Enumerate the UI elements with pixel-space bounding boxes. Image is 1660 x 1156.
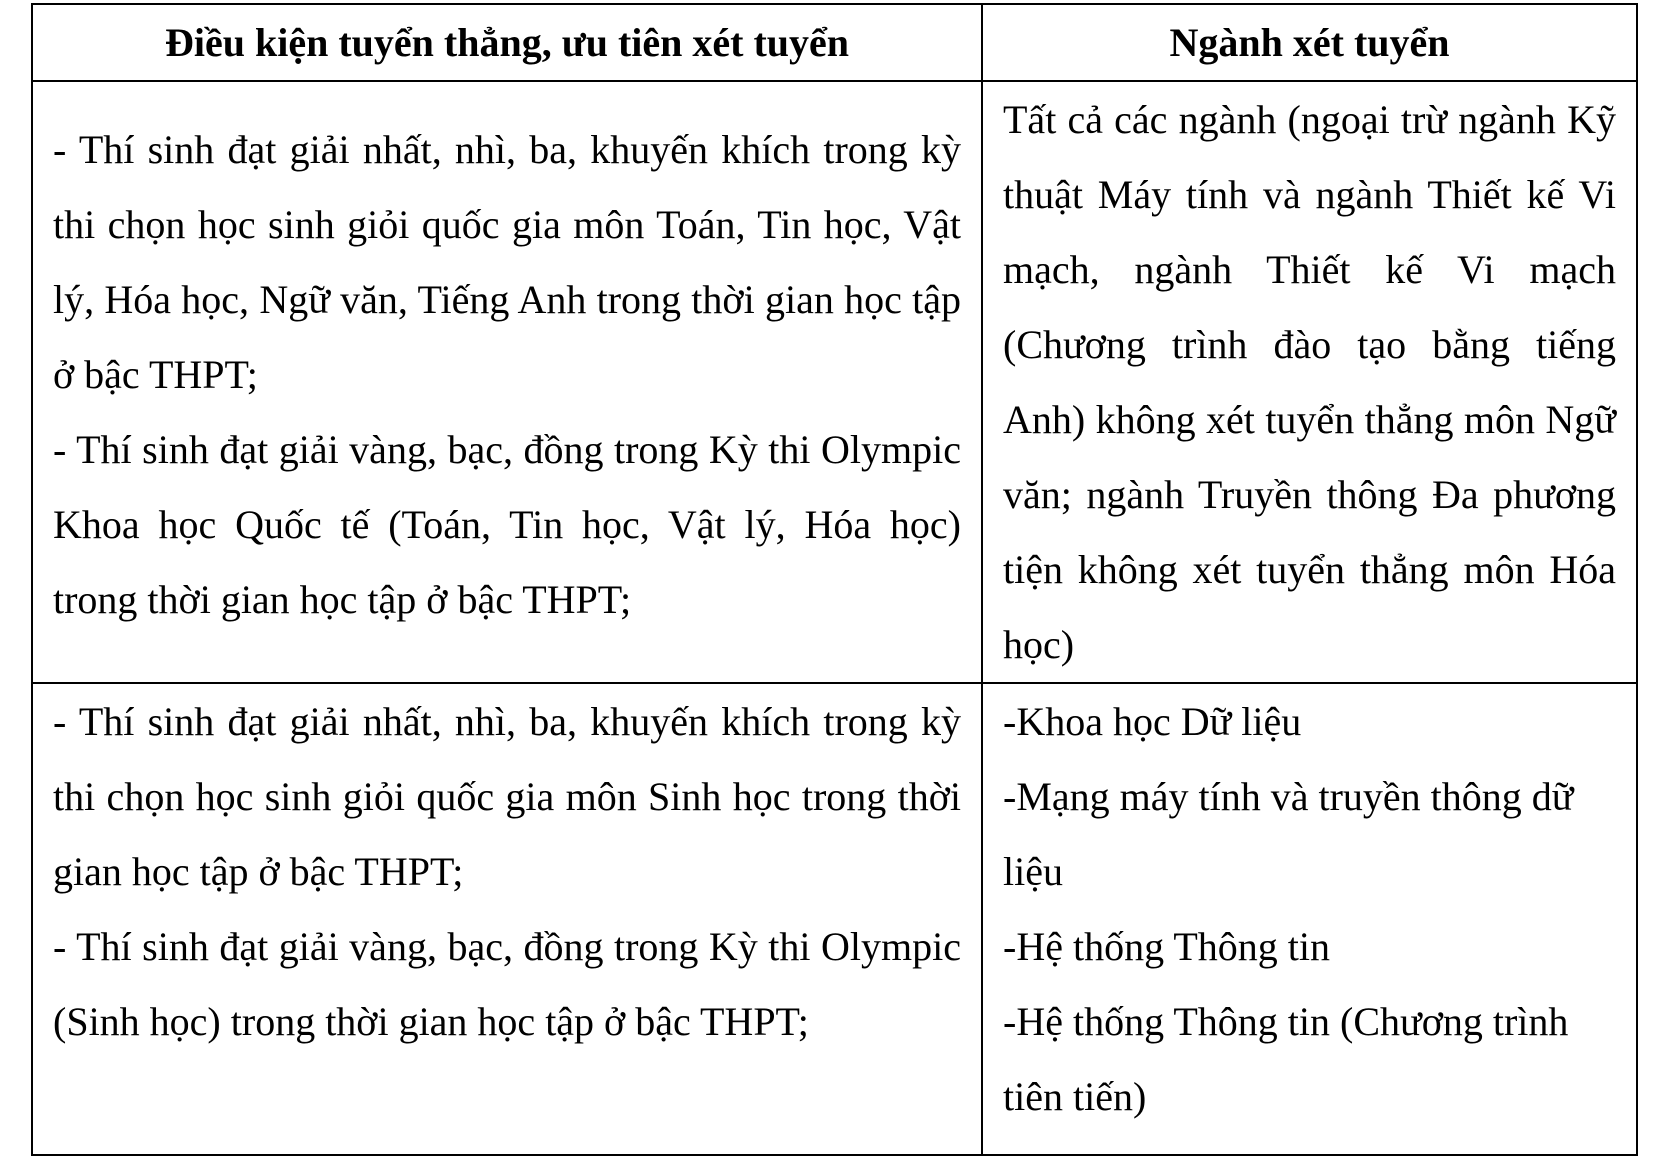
majors-cell xyxy=(982,683,1637,1155)
majors-cell xyxy=(982,81,1637,683)
condition-paragraph: - Thí sinh đạt giải vàng, bạc, đồng trong Kỳ thi Olympic Khoa học Quốc tế (Toán, Tin học, Vật lý, Hóa học) trong thời gian học tập ở bậc THPT; xyxy=(53,427,961,622)
table-row xyxy=(32,81,1637,683)
table-row xyxy=(32,683,1637,1155)
major-item: -Hệ thống Thông tin (Chương trình tiên tiến) xyxy=(1003,999,1569,1119)
conditions-cell xyxy=(32,683,982,1155)
major-item: -Hệ thống Thông tin xyxy=(1003,924,1331,969)
conditions-cell xyxy=(32,81,982,683)
header-conditions: Điều kiện tuyển thẳng, ưu tiên xét tuyển xyxy=(32,4,982,81)
table-header-row xyxy=(32,4,1637,81)
major-item: -Khoa học Dữ liệu xyxy=(1003,699,1302,744)
header-majors: Ngành xét tuyển xyxy=(982,4,1637,81)
condition-paragraph: - Thí sinh đạt giải nhất, nhì, ba, khuyến khích trong kỳ thi chọn học sinh giỏi quốc gia môn Sinh học trong thời gian học tập ở bậc THPT; xyxy=(53,699,961,894)
condition-paragraph: - Thí sinh đạt giải vàng, bạc, đồng trong Kỳ thi Olympic (Sinh học) trong thời gian học tập ở bậc THPT; xyxy=(53,924,961,1044)
admission-table xyxy=(31,3,1638,1156)
condition-paragraph: - Thí sinh đạt giải nhất, nhì, ba, khuyến khích trong kỳ thi chọn học sinh giỏi quốc gia môn Toán, Tin học, Vật lý, Hóa học, Ngữ văn, Tiếng Anh trong thời gian học tập ở bậc THPT; xyxy=(53,127,961,397)
major-item: -Mạng máy tính và truyền thông dữ liệu xyxy=(1003,774,1574,894)
major-paragraph: Tất cả các ngành (ngoại trừ ngành Kỹ thuật Máy tính và ngành Thiết kế Vi mạch, ngành Thiết kế Vi mạch (Chương trình đào tạo bằng tiếng Anh) không xét tuyển thẳng môn Ngữ văn; ngành Truyền thông Đa phương tiện không xét tuyển thẳng môn Hóa học) xyxy=(1003,97,1616,667)
